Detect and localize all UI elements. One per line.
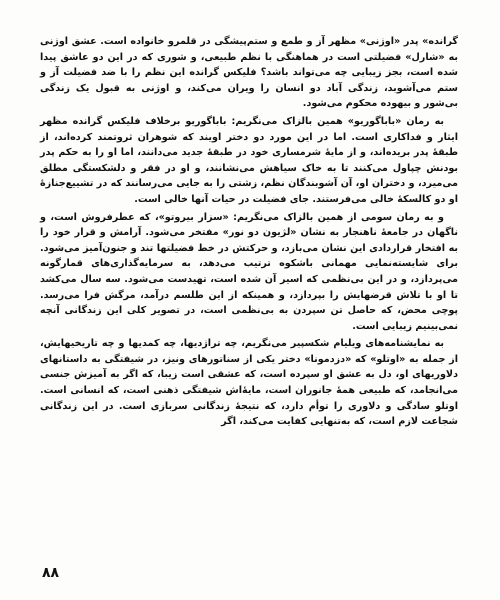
body-text — [40, 34, 458, 430]
paragraph-3: و به رمان سومی از همین بالزاک می‌نگریم: «سزار بیروتو»، که عطرفروش است، و ناگهان در جامعهٔ ناهنجار به نشان «لژیون دو نور» مفتخر می‌شود. آرامش و قرار خود را به افتخار قراردادی این نشان می‌بازد، و حرکتش در خط فضیلتها تند و جنون‌آمیز می‌شود. برای شایسته‌نمایی مهمانی باشکوه ترتیب می‌دهد، به سرمایه‌گذاری‌های قمارگونه می‌پردازد، و در این بی‌نظمی که اسیر آن شده است، تهیدست می‌شود. سه سال می‌کشد تا او با تلاش قرضهایش را بپردازد، و همینکه از این طلسم درآمد، مرگش فرا می‌رسد. پوچی محض، که حاصل تن سپردن به بی‌نظمی است، در تصویر کلی این زندگانی آنچه نمی‌بینیم زیبایی است. — [40, 211, 458, 332]
paragraph-4: به نمایشنامه‌های ویلیام شکسپیر می‌نگریم، چه تراژدیها، چه کمدیها و چه تاریخیهایش، از جمله به «اوتلو» که «دزدمونا» دختر یکی از سناتورهای ونیز، در شیفتگی به داستانهای دلاوریهای او، دل به عشق او سپرده است، که عشقی است زیبا، که اگر به آمیزش جنسی می‌انجامد، که طبیعی همهٔ جانوران است، مایهٔ‌اش شیفتگی ذهنی است، که انسانی است. اوتلو سادگی و دلاوری را توأم دارد، که نتیجهٔ زندگانی سربازی است. در این زندگانی شجاعت لازم است، که به‌تنهایی کفایت می‌کند، اگر — [40, 338, 458, 428]
paragraph-1: گرانده» پدر «اوژنی» مظهر آز و طمع و ستم‌پیشگی در قلمرو خانواده است. عشق اوژنی به «شارل» فضیلتی است در هماهنگی با نظم طبیعی، و شوری که در این دو عاشق پیدا شده است، بجز زیبایی چه می‌تواند باشد؟ فلیکس گرانده این نظم را با ضد فضیلت آز و ستم می‌آشوبد، زندگی آباد دو انسان را ویران می‌کند، و اوژنی به قبول یک زندگی بی‌شور و بیهوده محکوم می‌شود. — [40, 36, 458, 110]
page-number: ۸۸ — [42, 565, 60, 581]
paragraph-2: به رمان «باباگوریو» همین بالزاک می‌نگریم: باباگوریو برخلاف فلیکس گرانده مظهر ایثار و فداکاری است. اما در این مورد دو دختر او‌یند که شوهران ثروتمند کرده‌اند، از طبقهٔ پدر بریده‌اند، و از مایهٔ شرمساری خود در طبقهٔ جدید می‌دانند، اما او را به حکم پدر بودنش چپاول می‌کنند تا به خاک سیاهش می‌نشانند، و او در فقر و دلشکستگی مطلق می‌میرد، و دختران او، آن آشوبندگان نظم، زشتی را به جایی می‌رسانند که در تشییع‌جنازهٔ او دو کالسکهٔ خالی می‌فرستند. جای فضیلت در حیات آنها خالی است. — [40, 115, 458, 205]
